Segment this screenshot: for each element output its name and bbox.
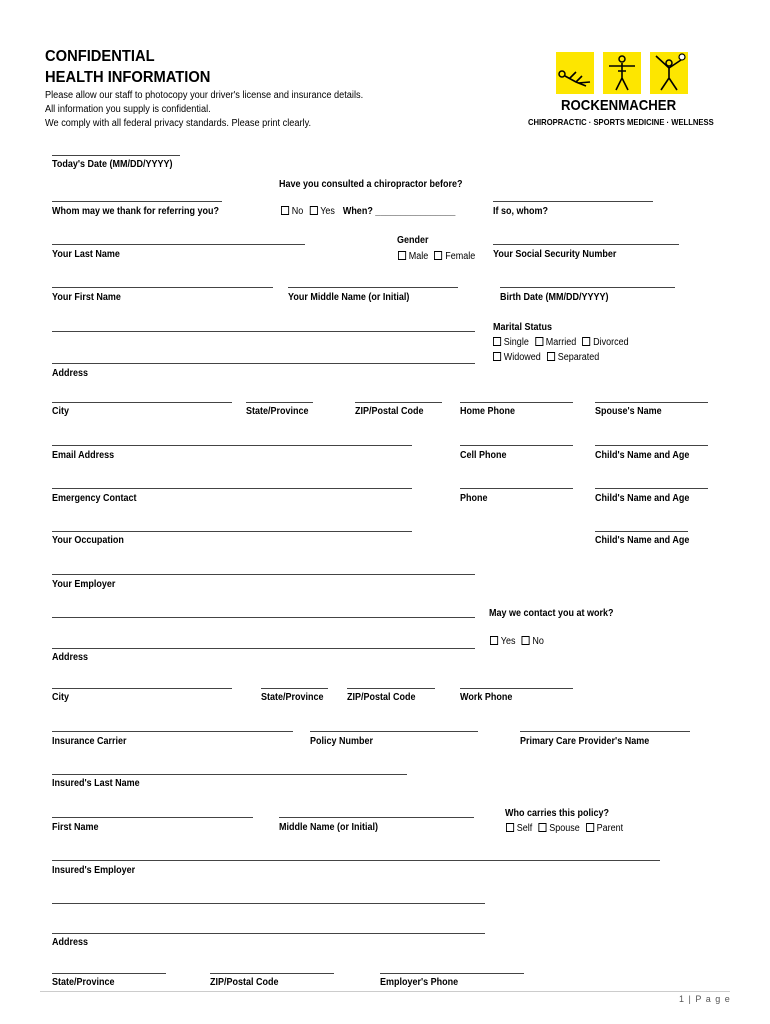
insured-middle-name-line[interactable]: [279, 817, 474, 818]
logo-tile-3: [650, 52, 688, 94]
form-title-line2: HEALTH INFORMATION: [45, 69, 211, 86]
insured-employer-label: Insured's Employer: [52, 865, 136, 876]
child-1-line[interactable]: [595, 445, 708, 446]
work-zip-line[interactable]: [347, 688, 435, 689]
employer-phone-label: Employer's Phone: [380, 977, 459, 988]
insured-address-line-2[interactable]: [52, 933, 485, 934]
carrier-self-label: Self: [516, 823, 533, 834]
zip-line[interactable]: [355, 402, 442, 403]
address-line-1[interactable]: [52, 331, 475, 332]
state-label: State/Province: [246, 406, 309, 417]
insurance-carrier-label: Insurance Carrier: [52, 736, 127, 747]
work-city-line[interactable]: [52, 688, 232, 689]
spouse-name-line[interactable]: [595, 402, 708, 403]
standing-figure-icon: [603, 52, 641, 94]
intro-line-2: All information you supply is confidential.: [45, 104, 211, 115]
logo-tile-1: [556, 52, 594, 94]
gender-male-checkbox[interactable]: [398, 251, 406, 260]
work-address-line-1[interactable]: [52, 617, 475, 618]
state-line[interactable]: [246, 402, 313, 403]
contact-at-work-question: May we contact you at work?: [489, 608, 614, 619]
child-2-line[interactable]: [595, 488, 708, 489]
carrier-self-checkbox[interactable]: [506, 823, 514, 832]
page-number: 1: [679, 994, 686, 1004]
middle-name-label: Your Middle Name (or Initial): [288, 292, 410, 303]
contact-work-yes-checkbox[interactable]: [490, 636, 498, 645]
if-so-whom-line[interactable]: [493, 201, 653, 202]
consulted-yes-checkbox[interactable]: [309, 206, 317, 215]
insured-first-name-line[interactable]: [52, 817, 253, 818]
phone-line[interactable]: [460, 488, 573, 489]
ssn-label: Your Social Security Number: [493, 249, 617, 260]
marital-divorced-checkbox[interactable]: [582, 337, 590, 346]
child-3-line[interactable]: [595, 531, 688, 532]
form-title-line1: CONFIDENTIAL: [45, 48, 155, 65]
address-line-2[interactable]: [52, 363, 475, 364]
work-state-label: State/Province: [261, 692, 324, 703]
consulted-options: [281, 206, 455, 217]
gender-options: [398, 251, 475, 262]
work-address-label: Address: [52, 652, 89, 663]
policy-carrier-options: [506, 823, 623, 834]
emergency-contact-line[interactable]: [52, 488, 412, 489]
contact-at-work-options: [490, 636, 544, 647]
if-so-whom-label: If so, whom?: [493, 206, 548, 217]
contact-work-yes-label: Yes: [500, 636, 516, 647]
insured-middle-name-label: Middle Name (or Initial): [279, 822, 379, 833]
city-line[interactable]: [52, 402, 232, 403]
gender-female-label: Female: [445, 251, 476, 262]
marital-single-label: Single: [503, 337, 529, 348]
todays-date-line[interactable]: [52, 155, 180, 156]
intro-line-3: We comply with all federal privacy standards. Please print clearly.: [45, 118, 312, 129]
insured-state-label: State/Province: [52, 977, 115, 988]
page-footer: [679, 994, 731, 1004]
referred-by-label: Whom may we thank for referring you?: [52, 206, 220, 217]
child-3-label: Child's Name and Age: [595, 535, 690, 546]
footer-divider: [40, 991, 730, 992]
lying-figure-icon: [556, 52, 594, 94]
insured-zip-line[interactable]: [210, 973, 334, 974]
insured-employer-line[interactable]: [52, 860, 660, 861]
contact-work-no-checkbox[interactable]: [522, 636, 530, 645]
ssn-line[interactable]: [493, 244, 679, 245]
insured-last-name-label: Insured's Last Name: [52, 778, 140, 789]
insured-address-line-1[interactable]: [52, 903, 485, 904]
employer-label: Your Employer: [52, 579, 116, 590]
employer-phone-line[interactable]: [380, 973, 524, 974]
carrier-spouse-checkbox[interactable]: [538, 823, 546, 832]
address-label: Address: [52, 368, 89, 379]
marital-married-label: Married: [545, 337, 577, 348]
marital-separated-label: Separated: [557, 352, 600, 363]
insured-address-label: Address: [52, 937, 89, 948]
marital-divorced-label: Divorced: [593, 337, 629, 348]
birth-date-line[interactable]: [500, 287, 675, 288]
work-address-line-2[interactable]: [52, 648, 475, 649]
referred-by-line[interactable]: [52, 201, 222, 202]
marital-status-label: Marital Status: [493, 322, 553, 333]
policy-carrier-question: Who carries this policy?: [505, 808, 610, 819]
insurance-carrier-line[interactable]: [52, 731, 293, 732]
marital-options-row2: [493, 352, 599, 363]
todays-date-label: Today's Date (MM/DD/YYYY): [52, 159, 173, 170]
last-name-line[interactable]: [52, 244, 305, 245]
occupation-label: Your Occupation: [52, 535, 124, 546]
marital-separated-checkbox[interactable]: [547, 352, 555, 361]
work-phone-label: Work Phone: [460, 692, 513, 703]
last-name-label: Your Last Name: [52, 249, 120, 260]
marital-widowed-checkbox[interactable]: [493, 352, 501, 361]
zip-label: ZIP/Postal Code: [355, 406, 424, 417]
insured-first-name-label: First Name: [52, 822, 99, 833]
logo-brand: ROCKENMACHER: [561, 97, 677, 114]
marital-single-checkbox[interactable]: [493, 337, 501, 346]
gender-male-label: Male: [408, 251, 429, 262]
home-phone-line[interactable]: [460, 402, 573, 403]
email-label: Email Address: [52, 450, 115, 461]
page-word: | P a g e: [688, 994, 731, 1004]
consulted-no-label: No: [291, 206, 304, 217]
cell-phone-line[interactable]: [460, 445, 573, 446]
jumping-figure-icon: [650, 52, 688, 94]
intro-line-1: Please allow our staff to photocopy your driver's license and insurance details.: [45, 90, 364, 101]
work-zip-label: ZIP/Postal Code: [347, 692, 416, 703]
marital-widowed-label: Widowed: [503, 352, 541, 363]
marital-options-row1: [493, 337, 629, 348]
insured-last-name-line[interactable]: [52, 774, 407, 775]
first-name-label: Your First Name: [52, 292, 121, 303]
child-2-label: Child's Name and Age: [595, 493, 690, 504]
city-label: City: [52, 406, 70, 417]
middle-name-line[interactable]: [288, 287, 458, 288]
contact-work-no-label: No: [532, 636, 544, 647]
consulted-yes-label: Yes: [320, 206, 335, 217]
occupation-line[interactable]: [52, 531, 412, 532]
insured-zip-label: ZIP/Postal Code: [210, 977, 279, 988]
primary-care-label: Primary Care Provider's Name: [520, 736, 650, 747]
consulted-question: Have you consulted a chiropractor before?: [279, 179, 463, 190]
first-name-line[interactable]: [52, 287, 273, 288]
policy-number-line[interactable]: [310, 731, 478, 732]
cell-phone-label: Cell Phone: [460, 450, 507, 461]
spouse-name-label: Spouse's Name: [595, 406, 662, 417]
marital-married-checkbox[interactable]: [535, 337, 543, 346]
work-phone-line[interactable]: [460, 688, 573, 689]
policy-number-label: Policy Number: [310, 736, 374, 747]
carrier-spouse-label: Spouse: [549, 823, 580, 834]
consulted-when-label: When? ________________: [342, 206, 456, 217]
home-phone-label: Home Phone: [460, 406, 516, 417]
phone-label: Phone: [460, 493, 488, 504]
insured-state-line[interactable]: [52, 973, 166, 974]
employer-line[interactable]: [52, 574, 475, 575]
gender-label: Gender: [397, 235, 429, 246]
child-1-label: Child's Name and Age: [595, 450, 690, 461]
carrier-parent-label: Parent: [596, 823, 624, 834]
emergency-contact-label: Emergency Contact: [52, 493, 137, 504]
carrier-parent-checkbox[interactable]: [586, 823, 594, 832]
birth-date-label: Birth Date (MM/DD/YYYY): [500, 292, 609, 303]
gender-female-checkbox[interactable]: [434, 251, 442, 260]
work-state-line[interactable]: [261, 688, 328, 689]
email-line[interactable]: [52, 445, 412, 446]
work-city-label: City: [52, 692, 70, 703]
consulted-no-checkbox[interactable]: [281, 206, 289, 215]
logo-tile-2: [603, 52, 641, 94]
logo-tagline: CHIROPRACTIC · SPORTS MEDICINE · WELLNESS: [528, 117, 714, 127]
primary-care-line[interactable]: [520, 731, 690, 732]
